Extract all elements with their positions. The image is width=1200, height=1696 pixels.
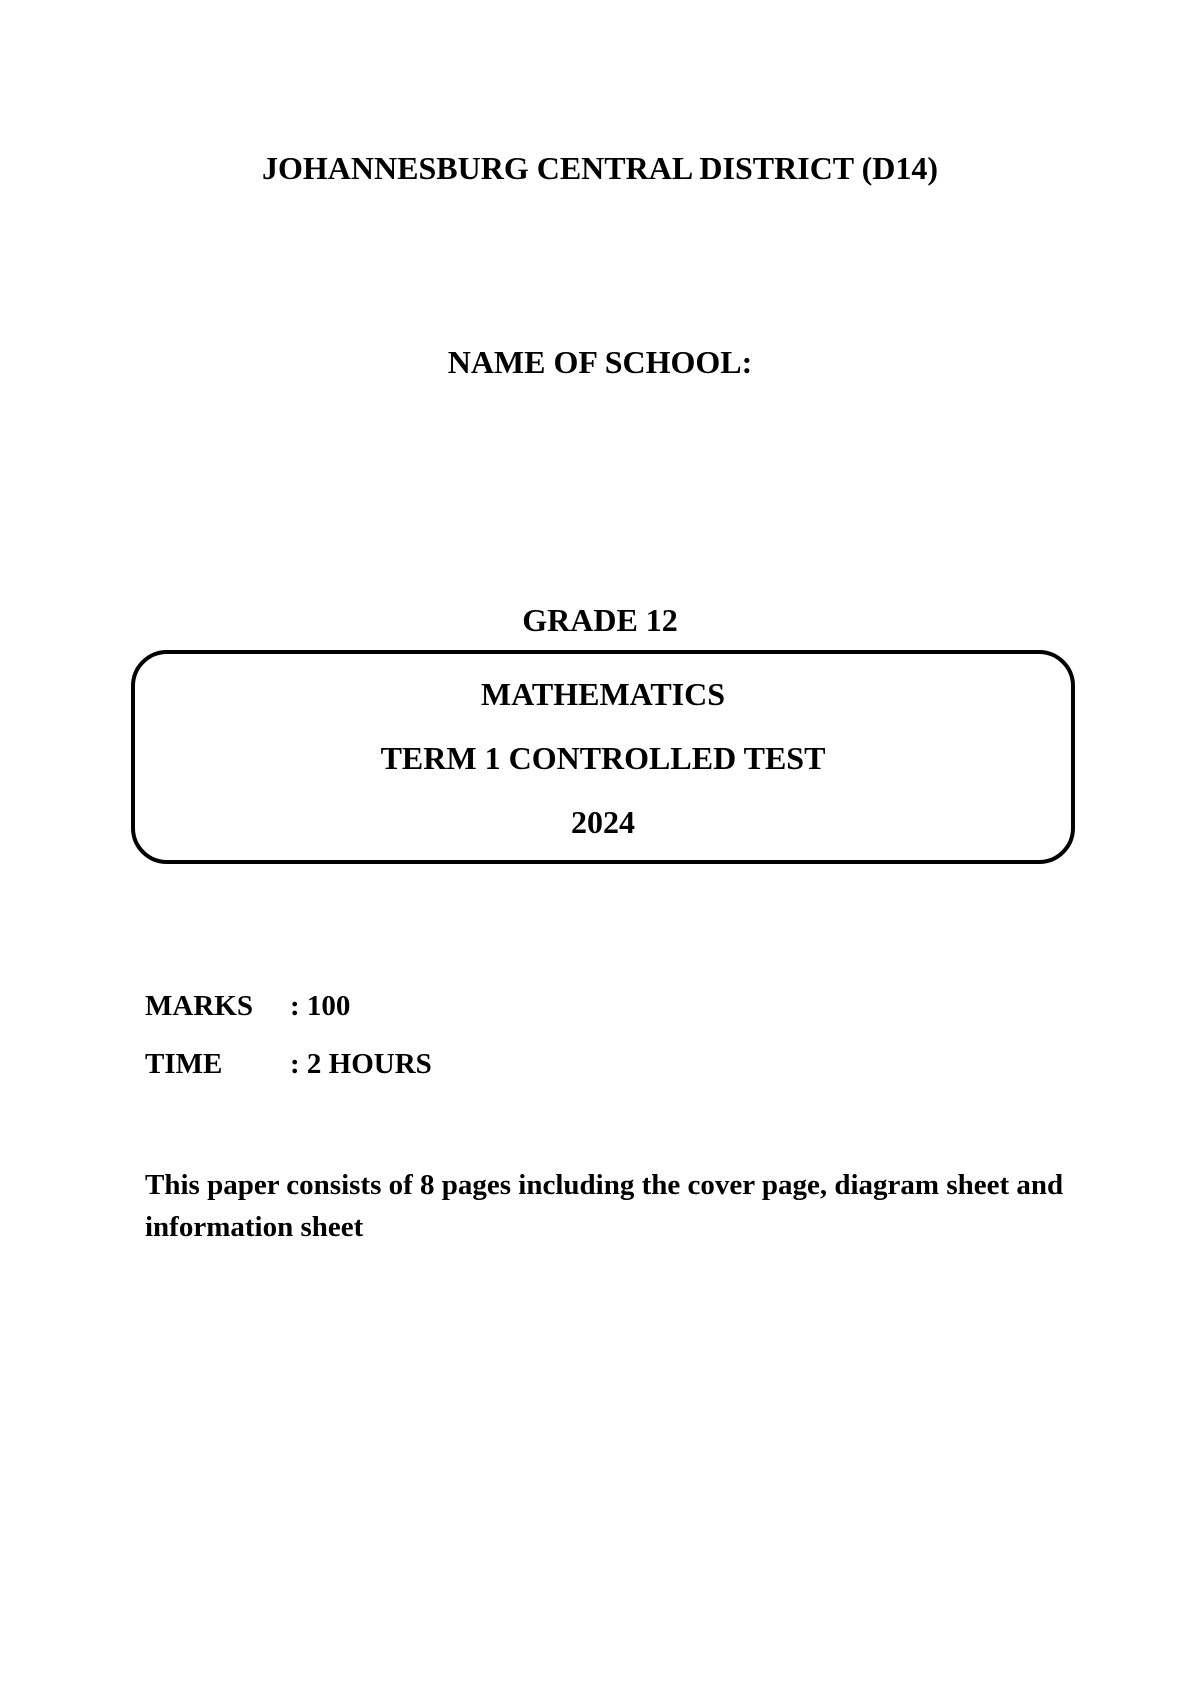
subject-title: MATHEMATICS [480, 676, 726, 712]
paper-info-note: This paper consists of 8 pages including the cover page, diagram sheet and information sheet [145, 1169, 1064, 1243]
title-box [131, 650, 1075, 864]
time-row [145, 1046, 432, 1082]
school-name-label: NAME OF SCHOOL: [447, 344, 753, 380]
marks-value: : 100 [290, 990, 351, 1022]
marks-row [145, 988, 350, 1024]
marks-label: MARKS [145, 990, 253, 1022]
time-value: : 2 HOURS [290, 1048, 432, 1080]
grade-heading: GRADE 12 [522, 602, 678, 638]
test-title: TERM 1 CONTROLLED TEST [380, 740, 826, 776]
time-label: TIME [145, 1048, 223, 1080]
district-heading: JOHANNESBURG CENTRAL DISTRICT (D14) [262, 150, 938, 186]
test-year: 2024 [571, 804, 635, 840]
